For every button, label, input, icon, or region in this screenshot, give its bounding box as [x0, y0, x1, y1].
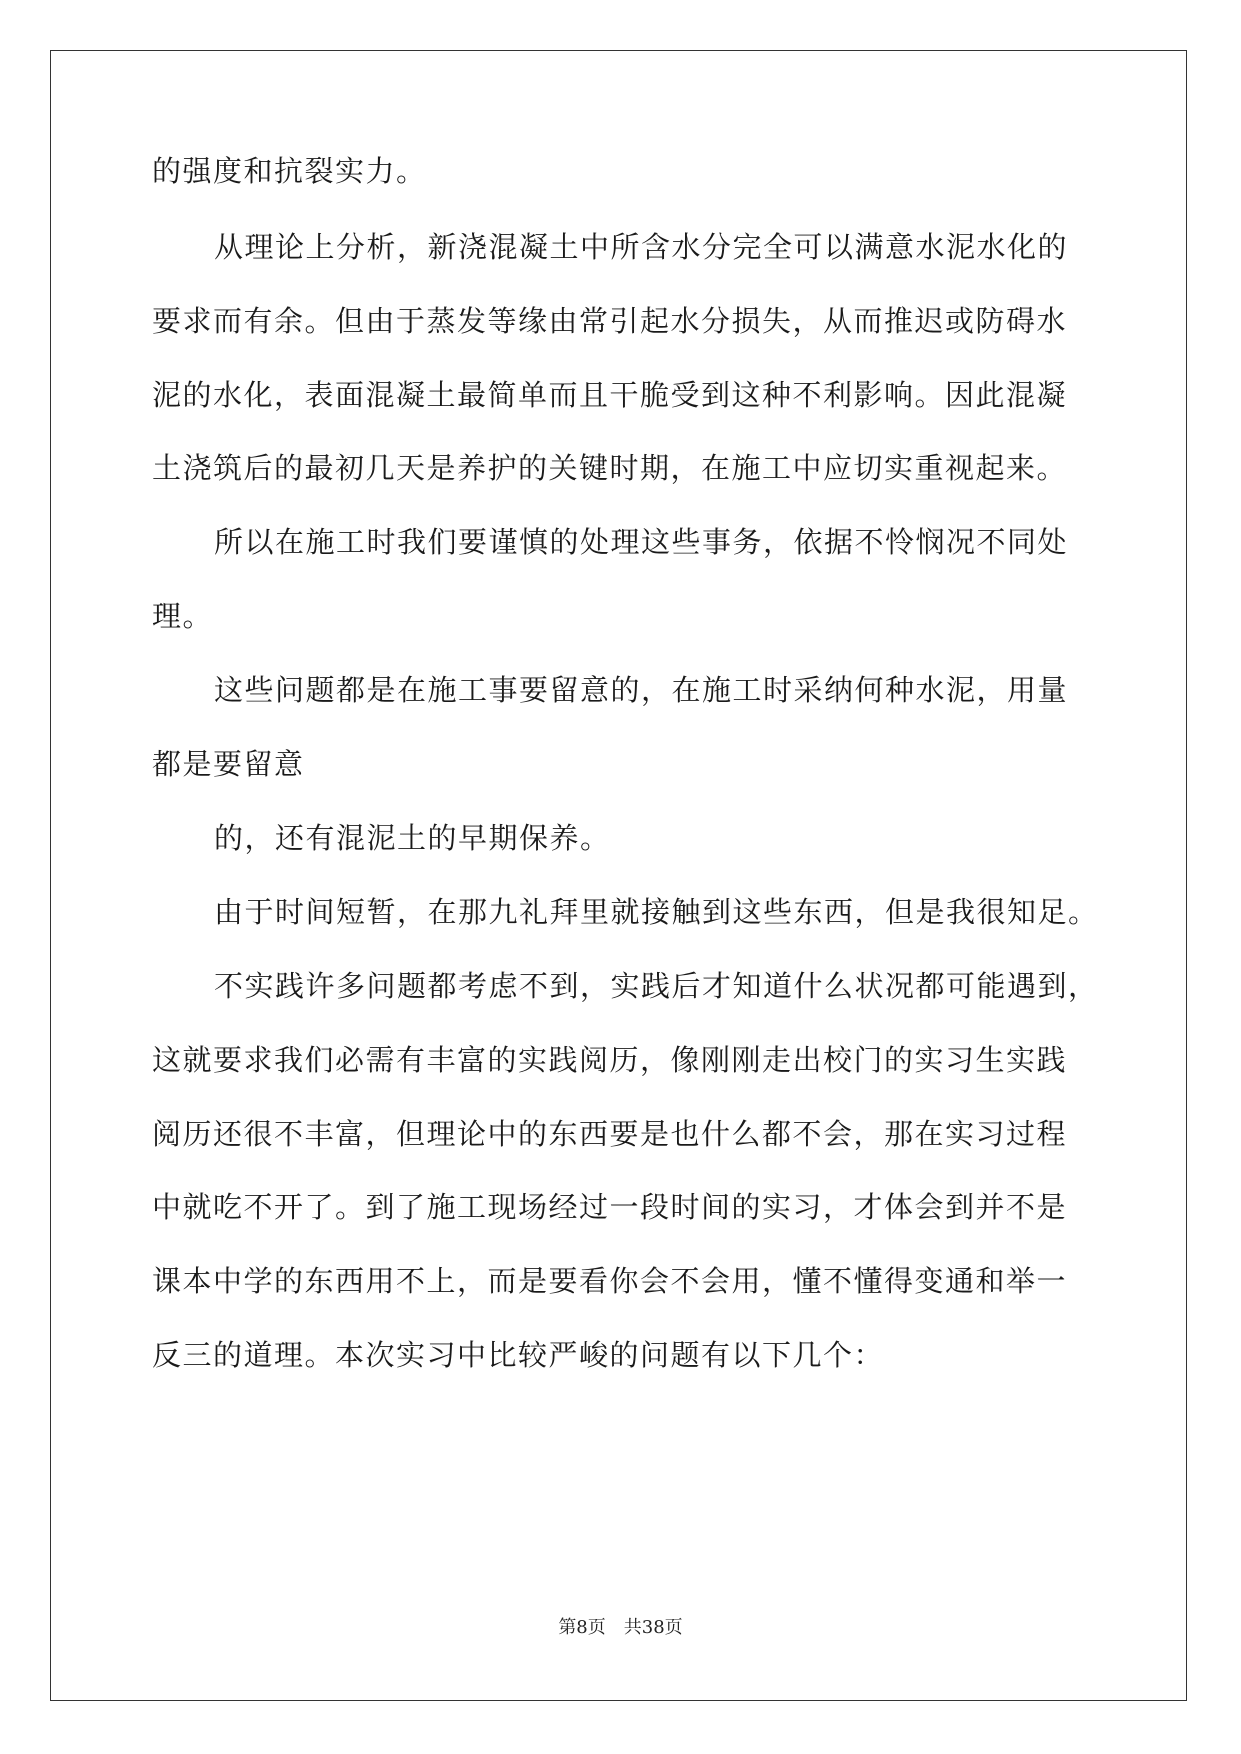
text-line: 所以在施工时我们要谨慎的处理这些事务，依据不怜悯况不同处 [214, 525, 1069, 559]
text-line: 都是要留意 [152, 747, 305, 781]
text-line: 课本中学的东西用不上，而是要看你会不会用，懂不懂得变通和举一 [152, 1264, 1068, 1298]
text-line: 土浇筑后的最初几天是养护的关键时期，在施工中应切实重视起来。 [152, 451, 1068, 485]
text-line: 的，还有混泥土的早期保养。 [214, 821, 611, 855]
text-line: 这些问题都是在施工事要留意的，在施工时采纳何种水泥，用量 [214, 673, 1069, 707]
text-line: 中就吃不开了。到了施工现场经过一段时间的实习，才体会到并不是 [152, 1190, 1068, 1224]
text-line: 阅历还很不丰富，但理论中的东西要是也什么都不会，那在实习过程 [152, 1117, 1068, 1151]
total-pages: 共38页 [623, 1617, 683, 1638]
text-line: 不实践许多问题都考虑不到，实践后才知道什么状况都可能遇到， [214, 969, 1099, 1003]
text-line: 要求而有余。但由于蒸发等缘由常引起水分损失，从而推迟或防碍水 [152, 304, 1068, 338]
text-line: 理。 [152, 599, 214, 633]
text-line: 反三的道理。本次实习中比较严峻的问题有以下几个： [152, 1338, 885, 1372]
text-line: 从理论上分析，新浇混凝土中所含水分完全可以满意水泥水化的 [214, 230, 1069, 264]
text-line: 泥的水化，表面混凝土最简单而且干脆受到这种不利影响。因此混凝 [152, 378, 1068, 412]
page-footer [0, 1617, 1241, 1639]
text-line: 由于时间短暂，在那九礼拜里就接触到这些东西，但是我很知足。 [214, 895, 1099, 929]
page-border [50, 50, 1187, 1701]
page-number: 第8页 [558, 1617, 606, 1638]
text-line: 这就要求我们必需有丰富的实践阅历，像刚刚走出校门的实习生实践 [152, 1043, 1068, 1077]
text-line: 的强度和抗裂实力。 [152, 154, 427, 188]
